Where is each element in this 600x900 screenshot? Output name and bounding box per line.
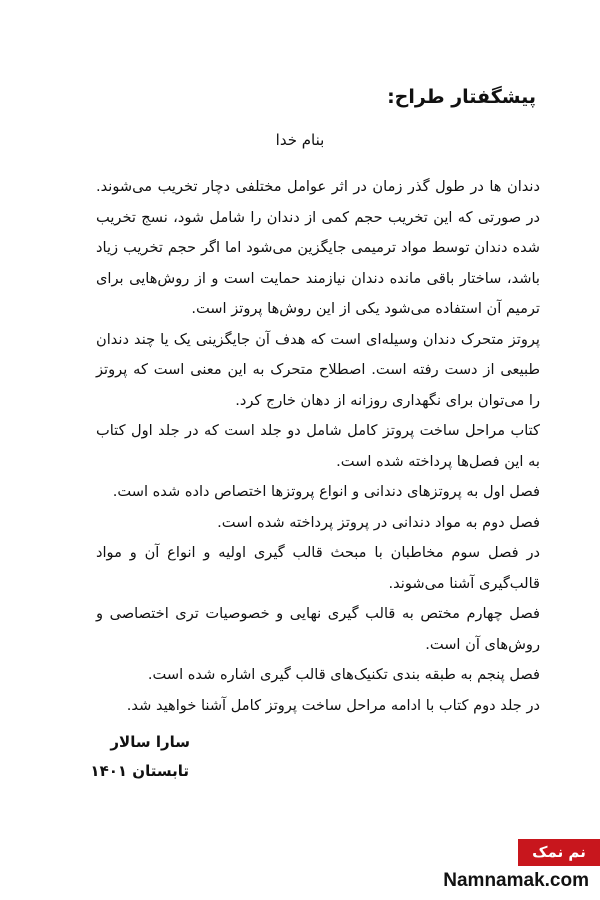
paragraph: فصل دوم به مواد دندانی در پروتز پرداخته شده است. — [217, 513, 540, 531]
paragraph: فصل اول به پروتزهای دندانی و انواع پروتزها اختصاص داده شده است. — [112, 483, 540, 500]
paragraph: در فصل سوم مخاطبان با مبحث قالب گیری اولیه و انواع آن و مواد قالب‌گیری آشنا می‌شوند. — [96, 544, 540, 592]
site-url-watermark: Namnamak.com — [443, 870, 589, 891]
paragraph: فصل پنجم به طبقه بندی تکنیک‌های قالب گیری اشاره شده است. — [147, 666, 540, 683]
opening-invocation: بنام خدا — [275, 131, 325, 149]
page-title: پیشگفتار طراح: — [387, 86, 536, 108]
paragraph: کتاب مراحل ساخت پروتز کامل شامل دو جلد است که در جلد اول کتاب به این فصل‌ها پرداخته شده است. — [96, 422, 540, 470]
preface-body — [96, 172, 540, 721]
brand-logo-badge: نم نمک — [518, 839, 600, 866]
paragraph: دندان ها در طول گذر زمان در اثر عوامل مختلفی دچار تخریب می‌شوند. در صورتی که این تخریب حجم کمی از دندان را شامل شود، نسج تخریب شده دندان توسط مواد ترمیمی جایگزین می‌شود اما اگر حجم تخریب زیاد باشد، ساختار باقی مانده دندان نیازمند حمایت است و از روش‌هایی برای ترمیم آن استفاده می‌شود یکی از این روش‌ها پروتز است. — [96, 178, 540, 317]
paragraph: فصل چهارم مختص به قالب گیری نهایی و خصوصیات تری اختصاصی و روش‌های آن است. — [96, 605, 540, 653]
paragraph: در جلد دوم کتاب با ادامه مراحل ساخت پروتز کامل آشنا خواهید شد. — [126, 696, 540, 714]
author-name: سارا سالار — [110, 733, 190, 751]
paragraph: پروتز متحرک دندان وسیله‌ای است که هدف آن جایگزینی یک یا چند دندان طبیعی از دست رفته است. اصطلاح متحرک به این معنی است که پروتز را می‌توان برای نگهداری روزانه از دهان خارج کرد. — [96, 330, 540, 409]
signature-date: تابستان ۱۴۰۱ — [90, 762, 189, 780]
